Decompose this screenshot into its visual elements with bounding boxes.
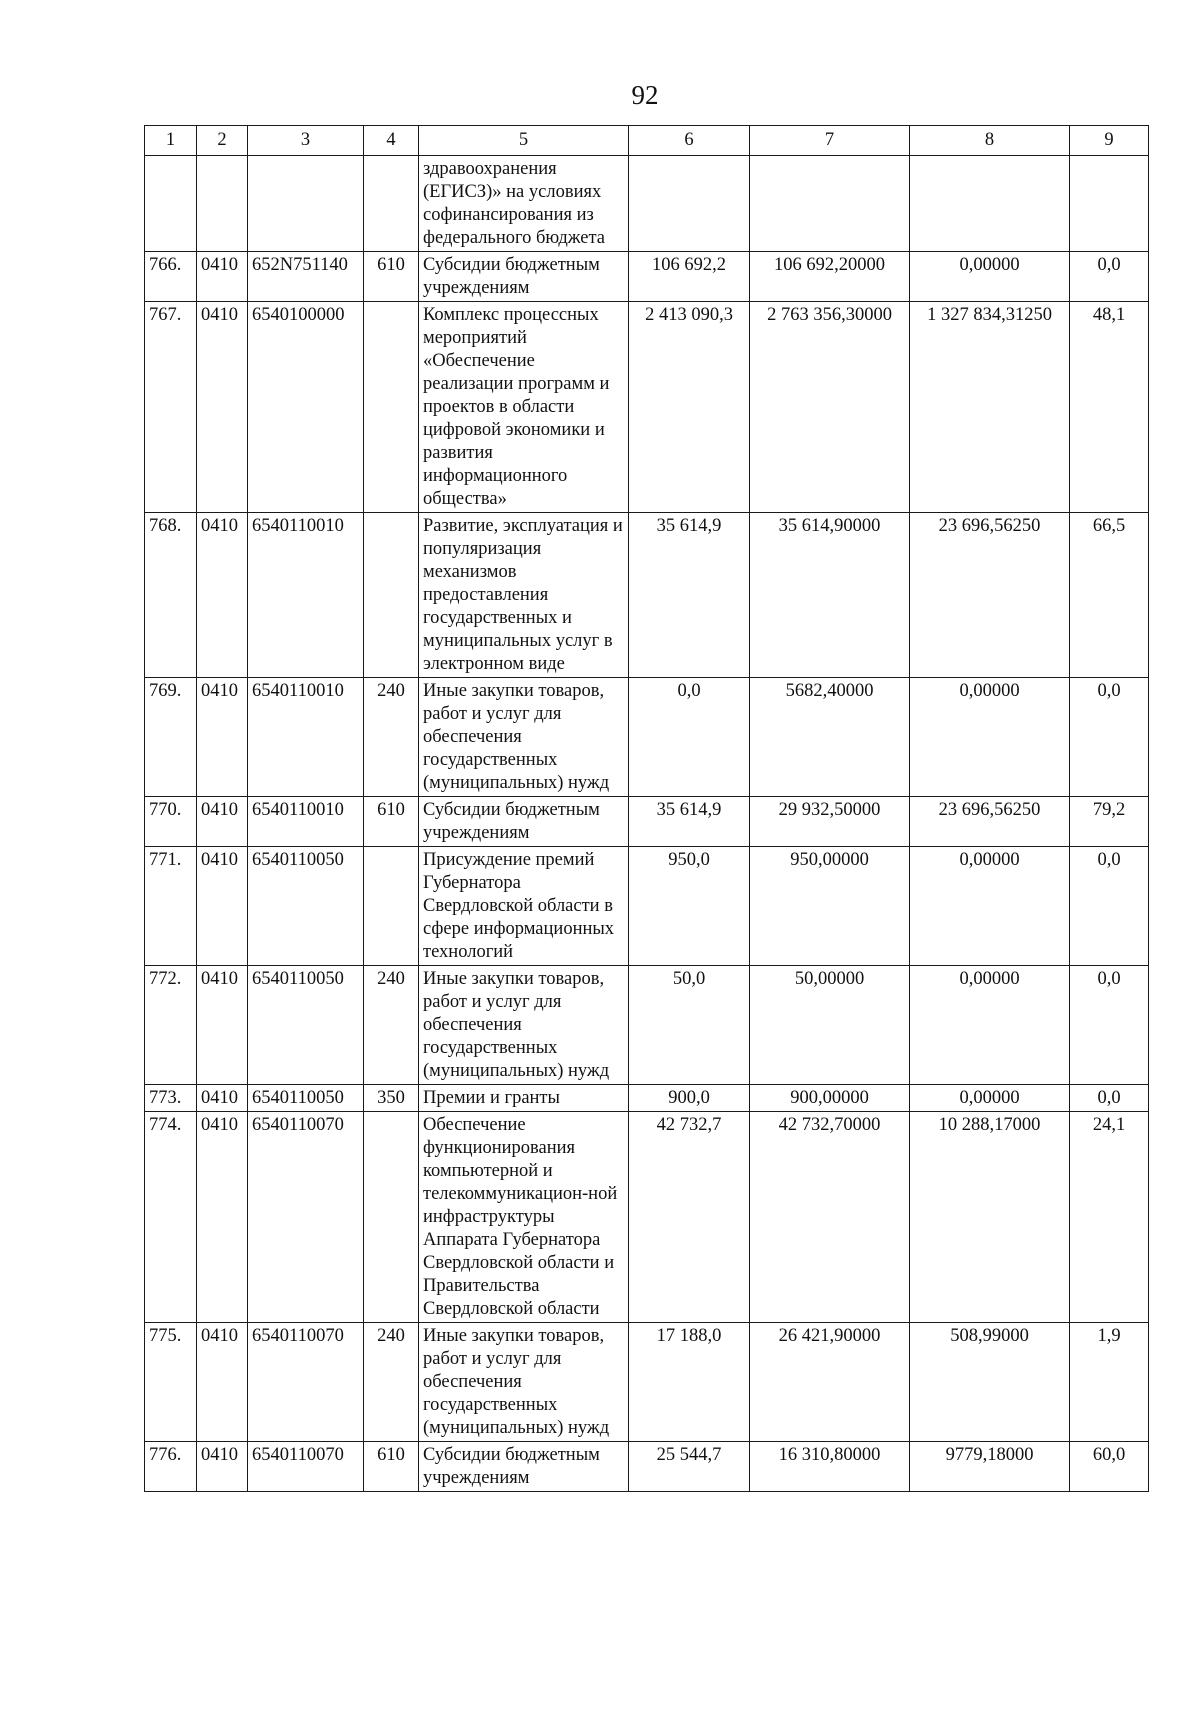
target-code-cell — [248, 156, 364, 252]
table-row — [145, 678, 1149, 797]
value-col8-cell: 0,00000 — [910, 966, 1070, 1085]
item-name-cell: Иные закупки товаров, работ и услуг для обеспечения государственных (муниципальных) нужд — [419, 966, 629, 1085]
value-col6-cell: 2 413 090,3 — [629, 302, 750, 513]
value-col9-cell: 66,5 — [1070, 513, 1149, 678]
value-col9-cell: 79,2 — [1070, 797, 1149, 847]
expense-type-cell: 610 — [364, 797, 419, 847]
value-col9-cell: 0,0 — [1070, 252, 1149, 302]
value-col8-cell: 508,99000 — [910, 1323, 1070, 1442]
header-cell: 8 — [910, 126, 1070, 156]
value-col7-cell: 29 932,50000 — [750, 797, 910, 847]
expense-type-cell: 240 — [364, 678, 419, 797]
section-code-cell: 0410 — [197, 302, 248, 513]
section-code-cell: 0410 — [197, 1112, 248, 1323]
value-col6-cell: 35 614,9 — [629, 797, 750, 847]
header-cell: 9 — [1070, 126, 1149, 156]
target-code-cell: 6540110070 — [248, 1323, 364, 1442]
expense-type-cell — [364, 302, 419, 513]
value-col6-cell: 50,0 — [629, 966, 750, 1085]
target-code-cell: 6540110010 — [248, 678, 364, 797]
value-col9-cell: 0,0 — [1070, 1085, 1149, 1112]
item-name-cell: Обеспечение функционирования компьютерной и телекоммуникацион-ной инфраструктуры Аппарата Губернатора Свердловской области и Правительства Свердловской области — [419, 1112, 629, 1323]
target-code-cell: 6540100000 — [248, 302, 364, 513]
value-col8-cell: 0,00000 — [910, 252, 1070, 302]
value-col6-cell: 0,0 — [629, 678, 750, 797]
value-col6-cell: 17 188,0 — [629, 1323, 750, 1442]
item-name-cell: Развитие, эксплуатация и популяризация механизмов предоставления государственных и муниципальных услуг в электронном виде — [419, 513, 629, 678]
table-row — [145, 847, 1149, 966]
row-number-cell: 767. — [145, 302, 197, 513]
item-name-cell: Присуждение премий Губернатора Свердловской области в сфере информационных технологий — [419, 847, 629, 966]
value-col9-cell: 0,0 — [1070, 966, 1149, 1085]
target-code-cell: 6540110050 — [248, 847, 364, 966]
section-code-cell: 0410 — [197, 513, 248, 678]
expense-type-cell — [364, 1112, 419, 1323]
value-col9-cell — [1070, 156, 1149, 252]
expense-type-cell — [364, 513, 419, 678]
table-row — [145, 1323, 1149, 1442]
target-code-cell: 6540110010 — [248, 513, 364, 678]
value-col6-cell — [629, 156, 750, 252]
value-col9-cell: 24,1 — [1070, 1112, 1149, 1323]
header-row — [145, 126, 1149, 156]
header-cell: 3 — [248, 126, 364, 156]
row-number-cell: 768. — [145, 513, 197, 678]
value-col9-cell: 48,1 — [1070, 302, 1149, 513]
item-name-cell: Субсидии бюджетным учреждениям — [419, 252, 629, 302]
header-cell: 6 — [629, 126, 750, 156]
header-cell: 7 — [750, 126, 910, 156]
value-col6-cell: 900,0 — [629, 1085, 750, 1112]
item-name-cell: Субсидии бюджетным учреждениям — [419, 1442, 629, 1492]
expense-type-cell: 610 — [364, 1442, 419, 1492]
value-col6-cell: 106 692,2 — [629, 252, 750, 302]
target-code-cell: 6540110010 — [248, 797, 364, 847]
value-col7-cell — [750, 156, 910, 252]
table-row — [145, 302, 1149, 513]
value-col7-cell: 16 310,80000 — [750, 1442, 910, 1492]
value-col8-cell: 1 327 834,31250 — [910, 302, 1070, 513]
item-name-cell: Иные закупки товаров, работ и услуг для обеспечения государственных (муниципальных) нужд — [419, 678, 629, 797]
header-cell: 4 — [364, 126, 419, 156]
expense-type-cell: 240 — [364, 1323, 419, 1442]
value-col6-cell: 950,0 — [629, 847, 750, 966]
value-col7-cell: 50,00000 — [750, 966, 910, 1085]
value-col6-cell: 35 614,9 — [629, 513, 750, 678]
table-row — [145, 1112, 1149, 1323]
table-row — [145, 1442, 1149, 1492]
value-col7-cell: 5682,40000 — [750, 678, 910, 797]
section-code-cell: 0410 — [197, 966, 248, 1085]
expense-type-cell: 350 — [364, 1085, 419, 1112]
section-code-cell: 0410 — [197, 847, 248, 966]
section-code-cell: 0410 — [197, 252, 248, 302]
value-col9-cell: 0,0 — [1070, 847, 1149, 966]
header-cell: 5 — [419, 126, 629, 156]
value-col8-cell: 10 288,17000 — [910, 1112, 1070, 1323]
target-code-cell: 6540110070 — [248, 1112, 364, 1323]
row-number-cell: 770. — [145, 797, 197, 847]
section-code-cell: 0410 — [197, 678, 248, 797]
row-number-cell: 771. — [145, 847, 197, 966]
item-name-cell: Комплекс процессных мероприятий «Обеспечение реализации программ и проектов в области цифровой экономики и развития информационного общества» — [419, 302, 629, 513]
row-number-cell — [145, 156, 197, 252]
section-code-cell: 0410 — [197, 797, 248, 847]
budget-table — [144, 125, 1149, 1492]
value-col8-cell: 9779,18000 — [910, 1442, 1070, 1492]
expense-type-cell — [364, 847, 419, 966]
item-name-cell: Премии и гранты — [419, 1085, 629, 1112]
item-name-cell: Иные закупки товаров, работ и услуг для обеспечения государственных (муниципальных) нужд — [419, 1323, 629, 1442]
value-col8-cell: 23 696,56250 — [910, 797, 1070, 847]
value-col7-cell: 35 614,90000 — [750, 513, 910, 678]
header-cell: 2 — [197, 126, 248, 156]
row-number-cell: 775. — [145, 1323, 197, 1442]
target-code-cell: 6540110050 — [248, 1085, 364, 1112]
table-row — [145, 1085, 1149, 1112]
table-row — [145, 797, 1149, 847]
row-number-cell: 769. — [145, 678, 197, 797]
header-cell: 1 — [145, 126, 197, 156]
page-number: 92 — [631, 80, 659, 110]
value-col8-cell: 0,00000 — [910, 1085, 1070, 1112]
value-col7-cell: 26 421,90000 — [750, 1323, 910, 1442]
value-col8-cell: 23 696,56250 — [910, 513, 1070, 678]
row-number-cell: 776. — [145, 1442, 197, 1492]
value-col8-cell — [910, 156, 1070, 252]
section-code-cell: 0410 — [197, 1442, 248, 1492]
item-name-cell: здравоохранения (ЕГИСЗ)» на условиях софинансирования из федерального бюджета — [419, 156, 629, 252]
table-row — [145, 156, 1149, 252]
target-code-cell: 6540110050 — [248, 966, 364, 1085]
value-col6-cell: 42 732,7 — [629, 1112, 750, 1323]
value-col9-cell: 1,9 — [1070, 1323, 1149, 1442]
value-col7-cell: 900,00000 — [750, 1085, 910, 1112]
row-number-cell: 773. — [145, 1085, 197, 1112]
table-row — [145, 513, 1149, 678]
table-row — [145, 252, 1149, 302]
section-code-cell — [197, 156, 248, 252]
table-row — [145, 966, 1149, 1085]
expense-type-cell: 240 — [364, 966, 419, 1085]
expense-type-cell — [364, 156, 419, 252]
row-number-cell: 766. — [145, 252, 197, 302]
value-col9-cell: 60,0 — [1070, 1442, 1149, 1492]
section-code-cell: 0410 — [197, 1323, 248, 1442]
value-col7-cell: 950,00000 — [750, 847, 910, 966]
value-col7-cell: 42 732,70000 — [750, 1112, 910, 1323]
value-col7-cell: 106 692,20000 — [750, 252, 910, 302]
section-code-cell: 0410 — [197, 1085, 248, 1112]
row-number-cell: 772. — [145, 966, 197, 1085]
value-col6-cell: 25 544,7 — [629, 1442, 750, 1492]
value-col8-cell: 0,00000 — [910, 678, 1070, 797]
expense-type-cell: 610 — [364, 252, 419, 302]
target-code-cell: 6540110070 — [248, 1442, 364, 1492]
target-code-cell: 652N751140 — [248, 252, 364, 302]
value-col8-cell: 0,00000 — [910, 847, 1070, 966]
value-col7-cell: 2 763 356,30000 — [750, 302, 910, 513]
value-col9-cell: 0,0 — [1070, 678, 1149, 797]
item-name-cell: Субсидии бюджетным учреждениям — [419, 797, 629, 847]
row-number-cell: 774. — [145, 1112, 197, 1323]
